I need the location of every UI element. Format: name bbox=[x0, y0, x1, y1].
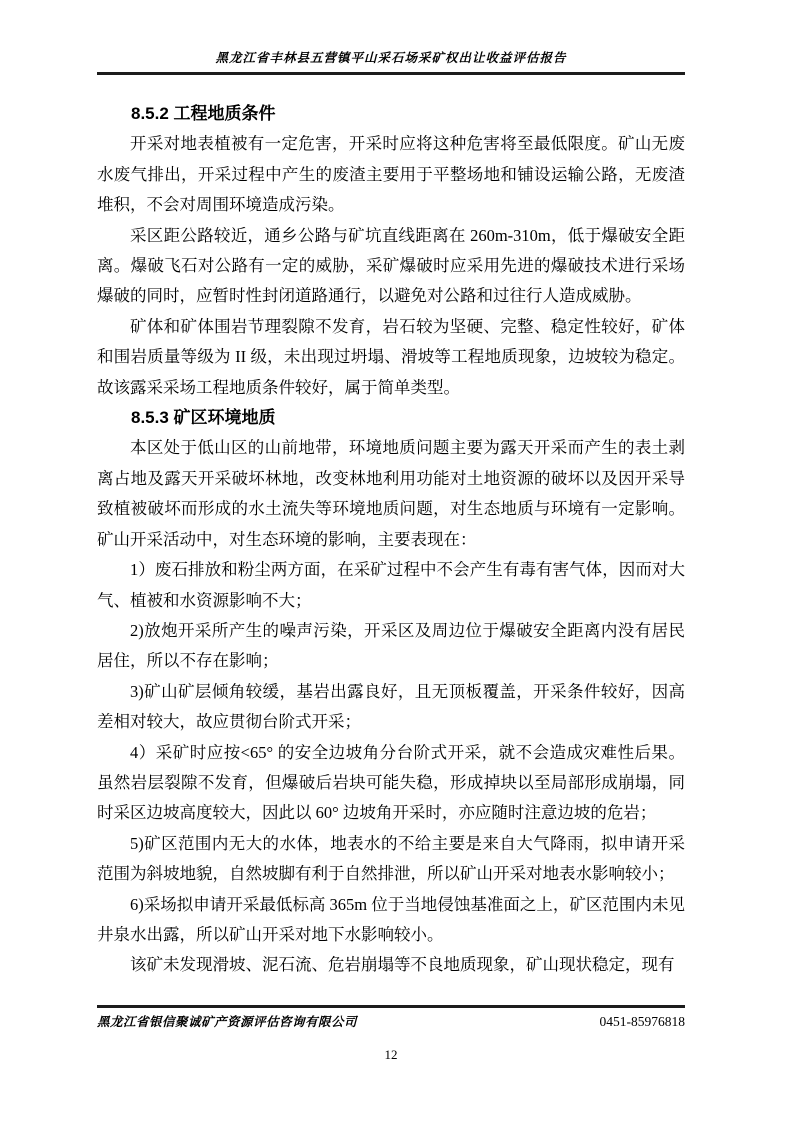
page-footer bbox=[97, 1005, 685, 1063]
list-item-1: 1）废石排放和粉尘两方面，在采矿过程中不会产生有毒有害气体，因而对大气、植被和水资源影响不大； bbox=[97, 560, 685, 610]
paragraph: 采区距公路较近，通乡公路与矿坑直线距离在 260m-310m，低于爆破安全距离。爆破飞石对公路有一定的威胁，采矿爆破时应采用先进的爆破技术进行采场爆破的同时，应暂时性封闭道路通行，以避免对公路和过往行人造成威胁。 bbox=[97, 225, 685, 306]
list-item-2: 2)放炮开采所产生的噪声污染，开采区及周边位于爆破安全距离内没有居民居住，所以不存在影响； bbox=[97, 620, 685, 671]
list-item-3: 3)矿山矿层倾角较缓，基岩出露良好，且无顶板覆盖，开采条件较好，因高差相对较大，故应贯彻台阶式开采； bbox=[97, 681, 685, 732]
footer-company-name: 黑龙江省银信聚诚矿产资源评估咨询有限公司 bbox=[97, 1015, 358, 1029]
footer-phone-number: 0451-85976818 bbox=[599, 1014, 685, 1029]
document-body bbox=[97, 99, 685, 981]
header-title: 黑龙江省丰林县五营镇平山采石场采矿权出让收益评估报告 bbox=[215, 51, 567, 65]
paragraph: 该矿未发现滑坡、泥石流、危岩崩塌等不良地质现象，矿山现状稳定，现有 bbox=[130, 955, 675, 975]
list-item-4: 4）采矿时应按<65° 的安全边坡角分台阶式开采，就不会造成灾难性后果。虽然岩层裂隙不发育，但爆破后岩块可能失稳，形成掉块以至局部形成崩塌，同时采区边坡高度较大，因此以 60° 边坡角开采时，亦应随时注意边坡的危岩； bbox=[97, 742, 685, 823]
paragraph: 开采对地表植被有一定危害，开采时应将这种危害将至最低限度。矿山无废水废气排出，开采过程中产生的废渣主要用于平整场地和铺设运输公路，无废渣堆积，不会对周围环境造成污染。 bbox=[97, 134, 685, 215]
section-heading-8-5-3: 8.5.3 矿区环境地质 bbox=[131, 408, 276, 428]
footer-row bbox=[97, 1012, 685, 1030]
list-item-5: 5)矿区范围内无大的水体，地表水的不给主要是来自大气降雨，拟申请开采范围为斜坡地貌，自然坡脚有利于自然排泄，所以矿山开采对地表水影响较小； bbox=[97, 833, 685, 884]
page-header bbox=[97, 48, 685, 75]
section-heading-8-5-2: 8.5.2 工程地质条件 bbox=[131, 104, 276, 123]
list-item-6: 6)采场拟申请开采最低标高 365m 位于当地侵蚀基准面之上，矿区范围内未见井泉水出露，所以矿山开采对地下水影响较小。 bbox=[97, 894, 685, 944]
paragraph: 矿体和矿体围岩节理裂隙不发育，岩石较为坚硬、完整、稳定性较好，矿体和围岩质量等级为 II 级，未出现过坍塌、滑坡等工程地质现象，边坡较为稳定。故该露采采场工程地质条件较好，属于简单类型。 bbox=[97, 316, 685, 397]
page-number: 12 bbox=[384, 1047, 398, 1062]
paragraph: 本区处于低山区的山前地带，环境地质问题主要为露天开采而产生的表土剥离占地及露天开采破坏林地，改变林地利用功能对土地资源的破坏以及因开采导致植被破坏而形成的水土流失等环境地质问题，对生态地质与环境有一定影响。矿山开采活动中，对生态环境的影响，主要表现在： bbox=[97, 438, 685, 549]
